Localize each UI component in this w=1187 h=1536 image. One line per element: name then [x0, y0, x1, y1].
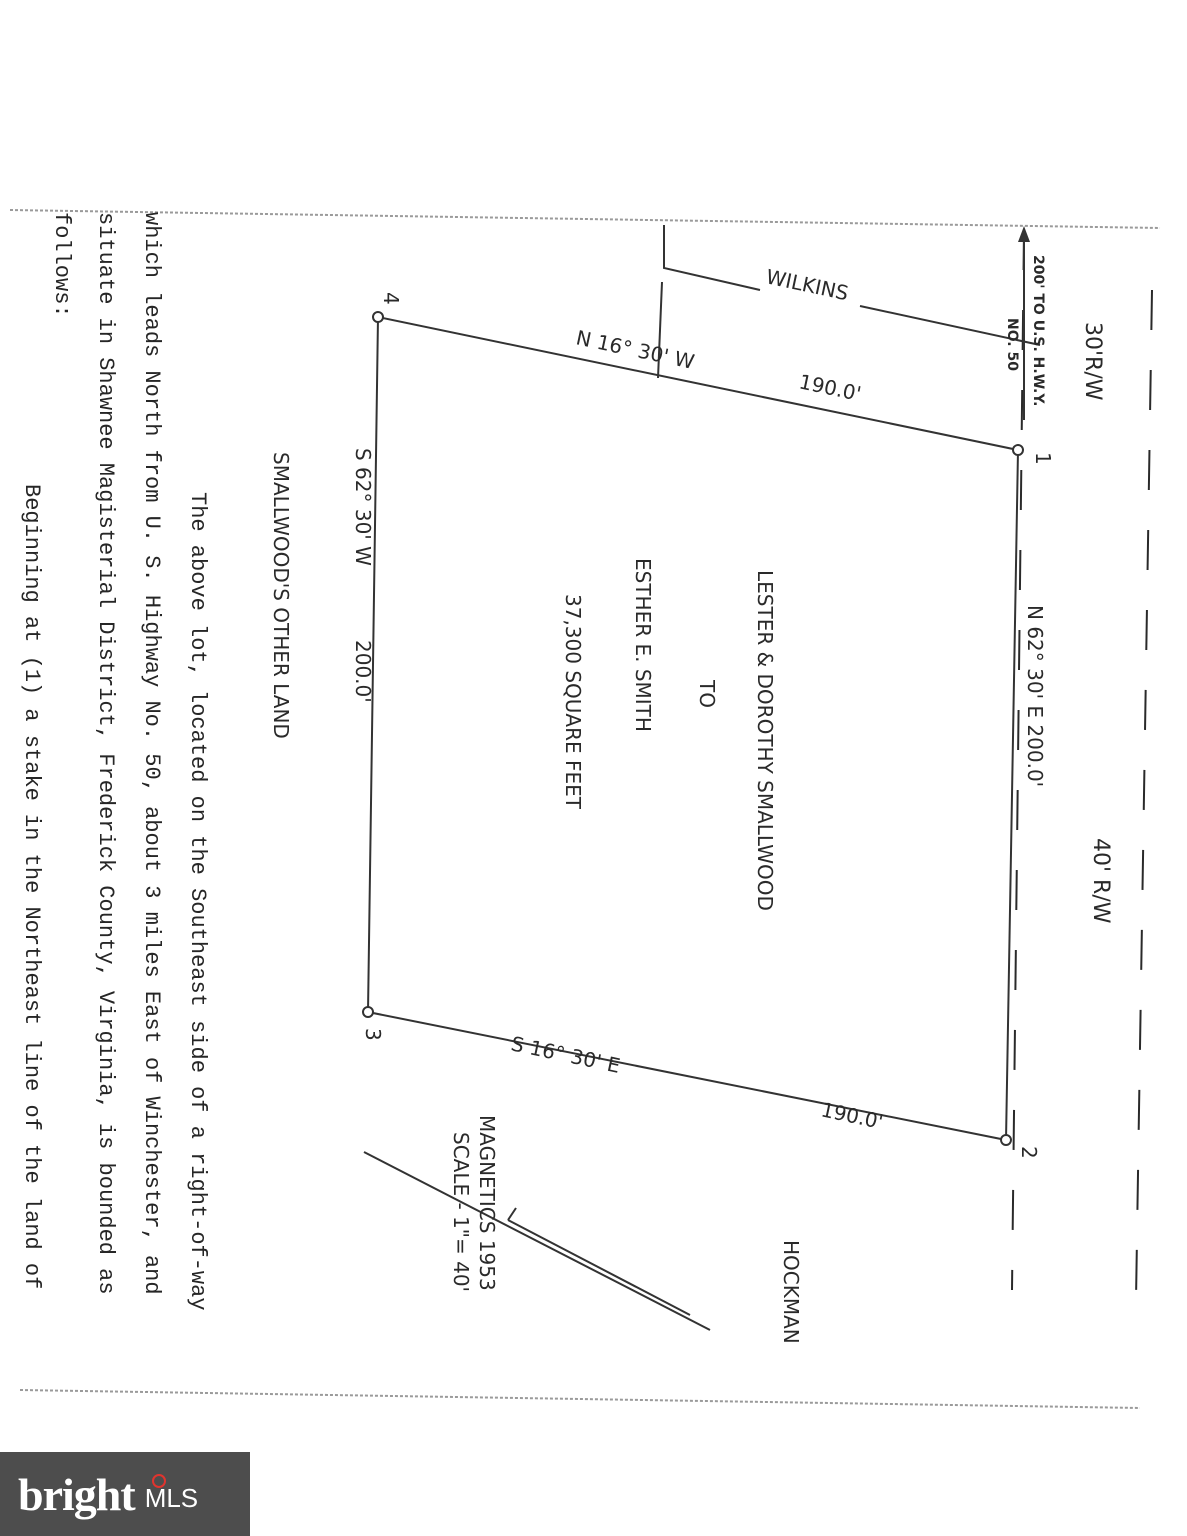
corner-4-label: 4: [379, 292, 403, 305]
lot-boundary: [368, 317, 1018, 1140]
highway-note-line-2: NO. 50: [1004, 318, 1020, 371]
scale-label: SCALE - 1"= 40': [449, 1132, 473, 1293]
course-2-3: S 16° 30' E: [508, 1031, 623, 1078]
distance-4-1: 190.0': [796, 369, 864, 406]
watermark-brand: bright: [18, 1468, 135, 1520]
wilkins-boundary: [664, 225, 760, 290]
north-arrow-line-a: [364, 1152, 710, 1330]
row-40-label: 40' R/W: [1088, 838, 1113, 924]
description-line-5: Beginning at (1) a stake in the Northeast line of the land of: [19, 484, 44, 1290]
scan-rule-bottom: [20, 1390, 1140, 1408]
grantors-label: LESTER & DOROTHY SMALLWOOD: [753, 570, 777, 911]
corner-3-label: 3: [361, 1028, 385, 1041]
other-land-label: SMALLWOOD'S OTHER LAND: [269, 452, 293, 739]
corner-2-label: 2: [1017, 1146, 1041, 1159]
right-of-way-line-outer: [1136, 290, 1152, 1300]
corner-2-marker: [1001, 1135, 1011, 1145]
north-arrow-line-b: [508, 1220, 690, 1315]
corner-1-marker: [1013, 445, 1023, 455]
distance-3-4: 200.0': [351, 640, 375, 703]
grantee-label: ESTHER E. SMITH: [631, 558, 655, 732]
description-line-3: situate in Shawnee Magisterial District, Frederick County, Virginia, is bounded as: [93, 212, 118, 1295]
description-line-2: which leads North from U. S. Highway No. 50, about 3 miles East of Winchester, and: [139, 212, 164, 1295]
course-3-4: S 62° 30' W: [351, 448, 375, 566]
scan-rule-top: [10, 210, 1160, 228]
watermark-suffix: MLS: [144, 1482, 199, 1513]
corner-1-label: 1: [1031, 452, 1055, 465]
highway-arrowhead: [1018, 226, 1030, 242]
corner-3-marker: [363, 1007, 373, 1017]
hockman-label: HOCKMAN: [779, 1240, 803, 1344]
right-of-way-line-inner: [1012, 230, 1024, 1290]
north-arrow-tick: [508, 1208, 516, 1220]
course-4-1: N 16° 30' W: [573, 325, 697, 374]
highway-note-line-1: 200' TO U.S. H.W.Y.: [1030, 255, 1046, 407]
magnetics-label: MAGNETICS 1953: [475, 1115, 499, 1291]
to-label: TO: [695, 680, 719, 708]
watermark-dot-icon: [152, 1474, 166, 1488]
corner-4-marker: [373, 312, 383, 322]
bright-mls-watermark: [0, 1452, 250, 1536]
area-label: 37,300 SQUARE FEET: [561, 594, 585, 809]
description-line-4: follows:: [49, 212, 74, 318]
course-1-2: N 62° 30' E 200.0': [1023, 605, 1047, 788]
row-30-label: 30'R/W: [1080, 322, 1105, 401]
distance-2-3: 190.0': [818, 1097, 886, 1134]
description-line-1: The above lot, located on the Southeast side of a right-of-way: [185, 492, 210, 1311]
wilkins-label: WILKINS: [763, 264, 851, 306]
